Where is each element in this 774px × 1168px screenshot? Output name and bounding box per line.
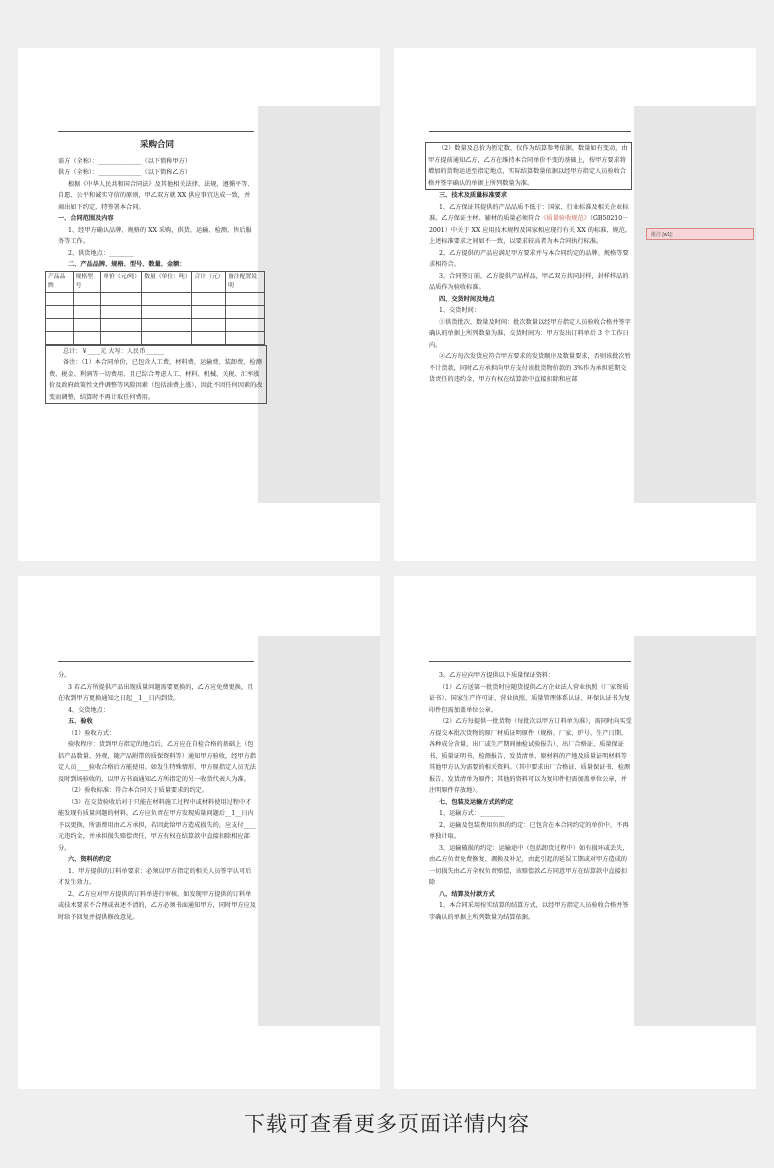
- delivery-clause-1: 1、交货时间：: [439, 307, 481, 314]
- delivery-place: 4、交货地点：: [68, 706, 110, 714]
- table-header-cell: 备注配置说明: [226, 271, 265, 292]
- acceptance-procedure: 验收程序：货到甲方指定的地点后，乙方应在自检合格的基础上（包括产品数量、外观、随产品附带的质保资料等）通知甲方验收，经甲方指定人员____验收合格后方能使用。如发生特殊情形，甲方原指定人员无法及时到场验收的，以甲方书面通知乙方所指定的另一收货代表人为准。: [58, 741, 256, 783]
- page-4-content: [429, 670, 632, 923]
- header-rule: [429, 131, 631, 132]
- quality-clause-2: 2、乙方提供的产品应满足甲方要求并与本合同约定的品牌、规格等要求相符合。: [429, 249, 629, 268]
- settlement-clause: 1、本合同采用按实结算的结算方式，以经甲方指定人员验收合格并签字确认的单据上所列数量为结算依据。: [429, 902, 629, 921]
- page-shadow-panel: [258, 636, 380, 1026]
- document-page-1: [18, 48, 380, 561]
- header-rule: [429, 661, 631, 662]
- total-box: [45, 345, 267, 405]
- highlighted-reference: 《质量验收规范》: [540, 215, 590, 222]
- quality-clause-1: 1、乙方保证其提供的产品品质不低于：国家、行业标准及相关企业标准。乙方保证主材、辅材的质量必须符合《质量验收规范》（GB50210－2001）中关于 XX 应用技术规程及国家相应现行有关 XX 的标准、规范。上述标准要求之间如不一致，以要求较高者为本合同执行标准。: [429, 203, 632, 245]
- table-header-cell: 单价（元/吨）: [101, 271, 142, 292]
- total-line: 总计：￥____元 大写：人民币______: [63, 347, 164, 355]
- delivery-location: 2、供货地点：________: [68, 249, 134, 257]
- page-3-content: [58, 670, 256, 923]
- section-heading-6: 六、资料的约定: [68, 856, 112, 863]
- table-row: [46, 292, 265, 305]
- quality-docs-1: （1）乙方送第一批货时应随货提供乙方企业法人营业执照（厂家资质证书）、国家生产许可证、营业执照、质量管理体系认证、环保认证书为复印件但需加盖单位公章。: [429, 683, 631, 714]
- order-review: 2、乙方应对甲方提供的订料单进行审核，如发现甲方提供的订料单或技术要求不合理或表述不清的，乙方必须书面通知甲方，同时甲方应及时给予回复并提供修改意见。: [58, 890, 256, 921]
- download-caption: 下载可查看更多页面详情内容: [244, 1112, 530, 1136]
- header-rule: [58, 131, 254, 132]
- page-shadow-panel: [634, 106, 756, 503]
- acceptance-standard: （2）验收标准：符合本合同关于质量要求的约定。: [68, 787, 209, 794]
- buyer-line: 需方（全称）：______________（以下简称甲方）: [58, 157, 192, 165]
- contract-title: 采购合同: [139, 140, 174, 150]
- delivery-clause-3: ②乙方每次发货应符合甲方要求的发货顺序及数量要求，否则该批次暂不计货款，同时乙方承担向甲方支付该批货物价款的 3%作为承担延期交货责任的违约金，甲方有权在结算款中直接扣除和应部: [429, 353, 631, 383]
- document-page-4: [394, 576, 756, 1089]
- document-page-3: [18, 576, 380, 1089]
- product-table: [45, 271, 265, 345]
- section-heading-5: 五、验收: [68, 718, 93, 725]
- header-rule: [58, 661, 254, 662]
- delivery-clause-2: ①供货批次、数量及时间：批次数量以经甲方指定人员验收合格并签字确认的单据上所列数量为准，交货时间为：甲方发出订料单后 3 个工作日内。: [429, 318, 631, 349]
- section-heading-4: 四、交货时间及地点: [439, 295, 495, 303]
- continued-text: 分。: [58, 672, 71, 679]
- table-header-row: [46, 271, 265, 292]
- quality-clause-3: 3、合同签订前，乙方提供产品样品，甲乙双方共同封样，封样样品的品质作为验收标准。: [429, 272, 629, 291]
- table-row: [46, 318, 265, 331]
- defect-clause: （3）在交货验收后对于只能在材料施工过程中或材料使用过程中才能发现有质量问题的材料，乙方应负责在甲方发现质量问题后__1__日内予以更换，所需费用由乙方承担，若因此给甲方造成损失的，应支付____元违约金，并承担损失赔偿责任，甲方有权在结算款中直接扣除相应部分。: [58, 798, 256, 852]
- quantity-note-box: （2）数量及总价为暂定数，仅作为结算参考依据，数量如有变动，由甲方提前通知乙方，乙方在维持本合同单价不变的基础上，按甲方要求将增加的货物运送至指定地点，实际结算数量依据以经甲方指定人员验收合格并签字确认的单据上所列数量为准。: [425, 142, 632, 190]
- transport-method: 1、运输方式：________: [439, 810, 505, 817]
- transport-cost: 2、运输及包装费用负担的约定：已包含在本合同约定的单价中，不再单独计取。: [429, 821, 629, 840]
- table-header-cell: 合计（元）: [192, 271, 226, 292]
- transport-damage: 3、运输破损的约定：运输途中（包括卸货过程中）如有损坏或丢失，由乙方负责免费修复、调换及补足，由此引起的延误工期或对甲方造成的一切损失由乙方全权负责赔偿，该赔偿款乙方同意甲方在结算款中直接扣除: [429, 844, 629, 886]
- page-1-content: [48, 140, 263, 404]
- order-requirement: 1、甲方提供的订料单要求：必须以甲方指定的相关人员签字认可后才发生效力。: [58, 867, 252, 886]
- section-heading-3: 三、技术及质量标准要求: [439, 192, 508, 199]
- quality-docs-heading: 3、乙方应向甲方提供以下质量保证资料：: [439, 672, 555, 679]
- page-shadow-panel: [634, 636, 756, 1026]
- table-row: [46, 331, 265, 344]
- page-shadow-panel: [258, 106, 380, 503]
- document-page-2: [394, 48, 756, 561]
- page-2-content: [429, 142, 632, 386]
- section-heading-2: 二、产品品牌、规格、型号、数量、金额：: [68, 261, 186, 268]
- table-header-cell: 规格型号: [73, 271, 101, 292]
- quality-docs-2: （2）乙方每提供一批货物（每批次以甲方订料单为准），需同时向买受方提交本批次货物的原厂材质证明原件（规格、厂家、炉号、生产日期、各种成分含量、出厂或生产期间抽检试验报告）、出厂合格证、质量保证书、质量证明书、检测报告、发货清单、原材料的产地及质量证明材料等其他甲方认为需要的相关资料。（其中要求出厂合格证、质量保证书、检测报告、发货清单为原件；其他的资料可以为复印件但需加盖单位公章，并注明原件存放地）。: [429, 718, 632, 794]
- remark-text: 备注：（1）本合同单价，已包含人工费，材料费、运输费、装卸费、检测费、税金、利润等一切费用，且已综合考虑人工、材料、机械、关税、汇率涨价及政府政策性文件调整等风险因素（包括油费上涨），因此不因任何因素的改变而调整，结算时不再计取任何费用。: [49, 359, 263, 401]
- supplier-line: 供方（全称）：______________（以下简称乙方）: [58, 169, 192, 176]
- section-heading-1: 一、合同范围及内容: [58, 215, 114, 222]
- table-row: [46, 305, 265, 318]
- acceptance-method: （1）验收方式：: [68, 729, 116, 737]
- table-header-cell: 产品品牌: [46, 271, 74, 292]
- table-header-cell: 数量（单位：吨）: [142, 271, 192, 292]
- replacement-clause: 3 若乙方所提供产品出现质量问题需要更换的，乙方应免费更换，且在收到甲方更换通知之日起__1__日内到货。: [58, 683, 254, 702]
- preamble: 根据《中华人民共和国合同法》及其他相关法律、法规，遵循平等、自愿、公平和诚实守信的原则，甲乙双方就 XX 供应事宜达成一致，并商出如下约定，特签署本合同。: [58, 180, 254, 211]
- section-heading-7: 七、包装及运输方式的约定: [439, 798, 514, 806]
- scope-text: 1、经甲方确认品牌、规格的 XX 采购，供货、运输、检测、售后服务等工作。: [58, 226, 252, 245]
- comment-balloon[interactable]: 批注 [w1]:: [646, 228, 754, 240]
- section-heading-8: 八、结算及付款方式: [439, 890, 495, 898]
